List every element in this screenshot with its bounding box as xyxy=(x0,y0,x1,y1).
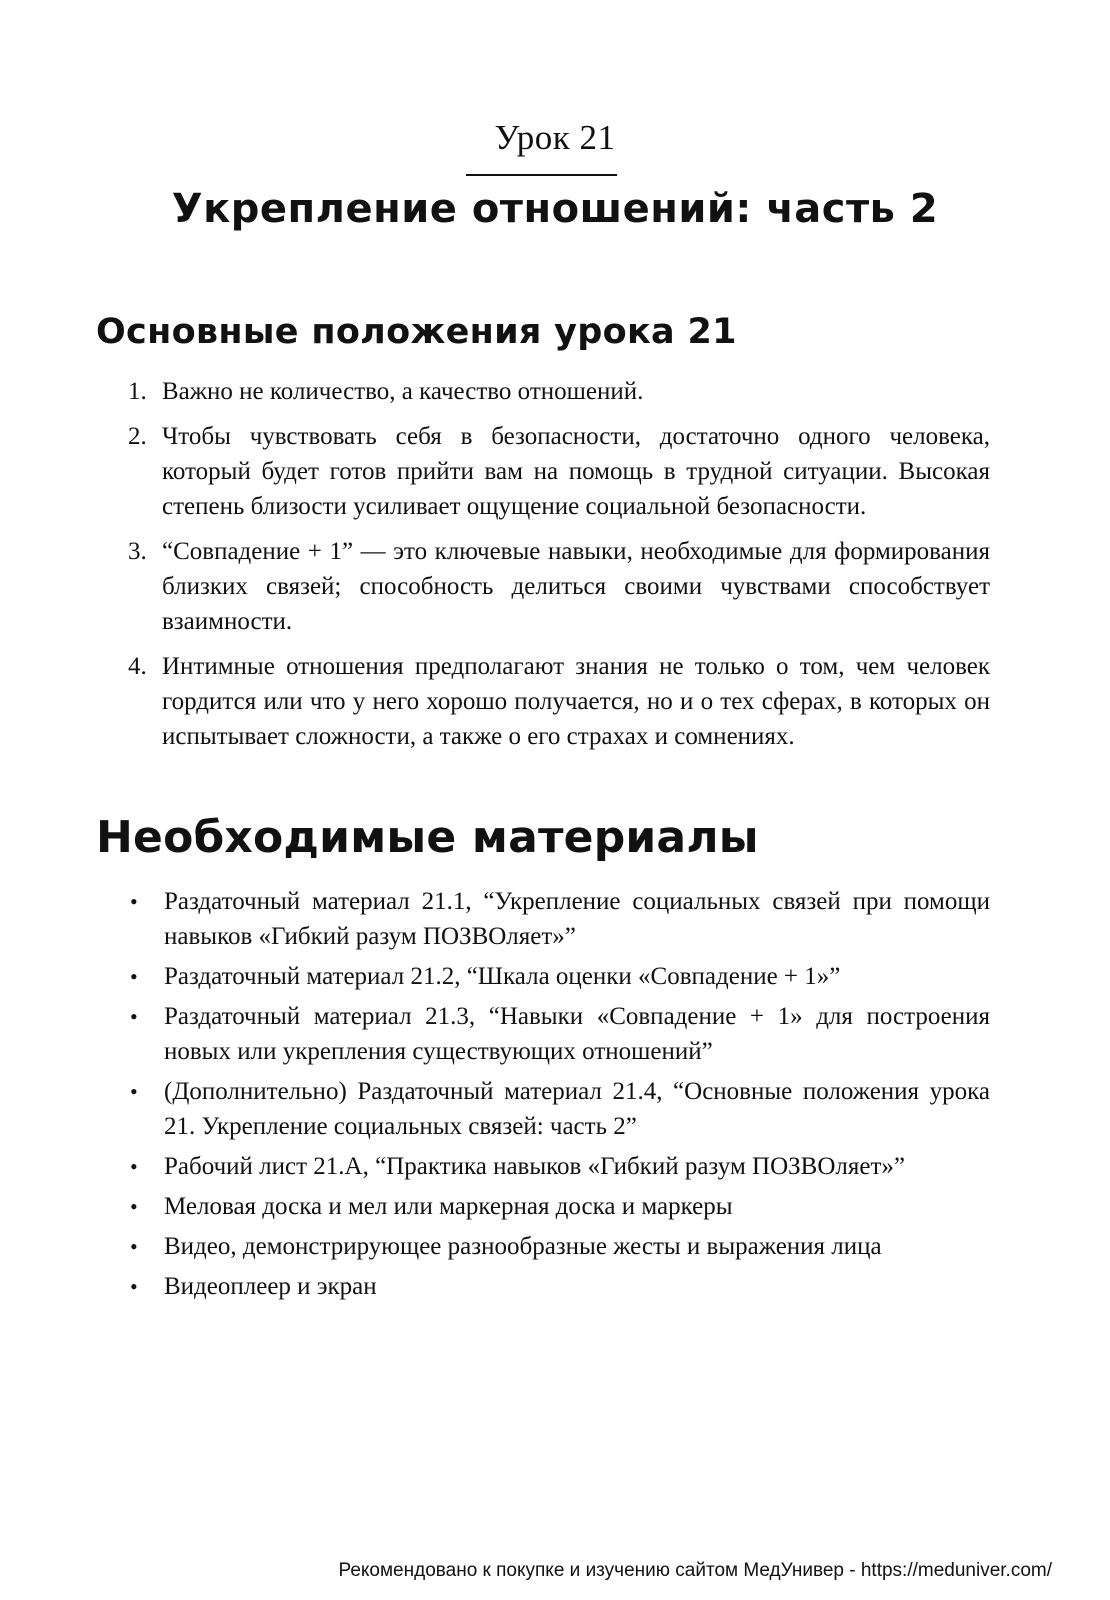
lesson-divider xyxy=(466,174,617,176)
lesson-number: Урок 21 xyxy=(494,118,616,157)
materials-item xyxy=(128,1229,990,1264)
materials-item-text: Видеоплеер и экран xyxy=(164,1273,377,1300)
materials-item xyxy=(128,1149,990,1184)
key-point-item xyxy=(128,419,990,524)
materials-item xyxy=(128,1074,990,1144)
materials-item-text: Рабочий лист 21.А, “Практика навыков «Гибкий разум ПОЗВОляет»” xyxy=(164,1153,905,1180)
key-point-text: Важно не количество, а качество отношений. xyxy=(162,378,644,405)
key-point-text: Чтобы чувствовать себя в безопасности, достаточно одного человека, который будет готов прийти вам на помощь в трудной ситуации. Высокая степень близости усиливает ощущение социальной безопасности. xyxy=(162,423,990,520)
key-point-item xyxy=(128,649,990,754)
bullet-icon: • xyxy=(130,1004,138,1029)
footer-recommendation: Рекомендовано к покупке и изучению сайтом МедУнивер - https://meduniver.com/ xyxy=(338,1560,1052,1581)
key-points-heading: Основные положения урока 21 xyxy=(96,312,737,352)
bullet-icon: • xyxy=(130,1234,138,1259)
bullet-icon: • xyxy=(130,964,138,989)
materials-item-text: Раздаточный материал 21.1, “Укрепление социальных связей при помощи навыков «Гибкий разум ПОЗВОляет»” xyxy=(164,888,990,950)
key-points-list xyxy=(128,374,990,764)
bullet-icon: • xyxy=(130,1154,138,1179)
materials-list xyxy=(128,884,990,1309)
materials-heading: Необходимые материалы xyxy=(96,812,759,863)
key-point-item xyxy=(128,534,990,639)
key-point-number: 4. xyxy=(128,653,147,680)
key-point-number: 2. xyxy=(128,423,147,450)
materials-item xyxy=(128,999,990,1069)
key-point-item xyxy=(128,374,990,409)
materials-item xyxy=(128,1189,990,1224)
materials-item xyxy=(128,959,990,994)
bullet-icon: • xyxy=(130,1274,138,1299)
key-point-text: Интимные отношения предполагают знания не только о том, чем человек гордится или что у него хорошо получается, но и о тех сферах, в которых он испытывает сложности, а также о его страхах и сомнениях. xyxy=(162,653,990,750)
key-point-text: “Совпадение + 1” — это ключевые навыки, необходимые для формирования близких связей; способность делиться своими чувствами способствует взаимности. xyxy=(162,538,990,635)
lesson-title: Укрепление отношений: часть 2 xyxy=(171,186,939,232)
materials-item-text: (Дополнительно) Раздаточный материал 21.4, “Основные положения урока 21. Укрепление социальных связей: часть 2” xyxy=(164,1078,990,1140)
bullet-icon: • xyxy=(130,1079,138,1104)
bullet-icon: • xyxy=(130,889,138,914)
key-point-number: 1. xyxy=(128,378,147,405)
key-point-number: 3. xyxy=(128,538,147,565)
materials-item-text: Меловая доска и мел или маркерная доска и маркеры xyxy=(164,1193,733,1220)
bullet-icon: • xyxy=(130,1194,138,1219)
materials-item xyxy=(128,1269,990,1304)
materials-item-text: Раздаточный материал 21.3, “Навыки «Совпадение + 1» для построения новых или укрепления существующих отношений” xyxy=(164,1003,990,1065)
materials-item-text: Видео, демонстрирующее разнообразные жесты и выражения лица xyxy=(164,1233,882,1260)
materials-item xyxy=(128,884,990,954)
materials-item-text: Раздаточный материал 21.2, “Шкала оценки «Совпадение + 1»” xyxy=(164,963,841,990)
